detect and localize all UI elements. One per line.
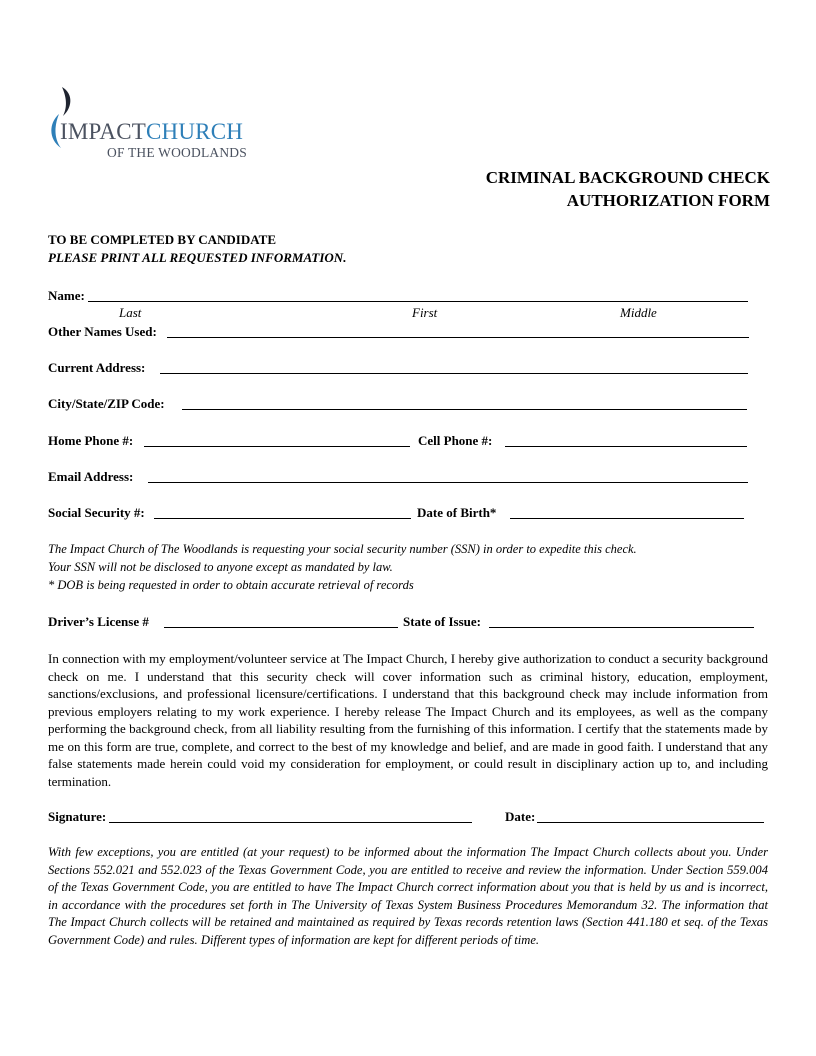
current-address-label: Current Address:: [48, 360, 146, 375]
home-phone-label: Home Phone #:: [48, 433, 134, 448]
ssn-note-line1: The Impact Church of The Woodlands is requesting your social security number (SSN) in order to expedite this check.: [48, 542, 637, 556]
church-logo: [46, 84, 276, 164]
other-names-label: [48, 324, 157, 340]
dob-note: * DOB is being requested in order to obtain accurate retrieval of records: [48, 578, 414, 592]
form-title-line1: CRIMINAL BACKGROUND CHECK: [485, 168, 770, 187]
name-label: Name:: [48, 288, 85, 303]
other-names-field-line[interactable]: [167, 337, 749, 338]
logo-church-text: CHURCH: [146, 119, 244, 144]
privacy-notice: With few exceptions, you are entitled (at your request) to be informed about the information The Impact Church collects about you. Under Sections 552.021 and 552.023 of the Texas Government Code, you are entitled to receive and review the information. Under Section 559.004 of the Texas Government Code, you are entitled to have The Impact Church correct information about you that is held by us and is incorrect, in accordance with the procedures set forth in The University of Texas System Business Procedures Memorandum 32. The information that The Impact Church collects will be retained and maintained as required by Texas records retention laws (Section 441.180 et seq. of the Texas Government Code) and rules. Different types of information are kept for different periods of time.: [48, 845, 768, 947]
cell-phone-label: Cell Phone #:: [418, 433, 493, 448]
drivers-license-label: Driver’s License #: [48, 614, 149, 629]
name-last-caption: Last: [119, 305, 142, 320]
authorization-statement: In connection with my employment/volunteer service at The Impact Church, I hereby give authorization to conduct a security background check on me. I understand that this security check will cover information such as criminal history, education, employment, sanctions/exclusions, and professional licensure/certifications. I understand that this background check may include information from previous employers relating to my work experience. I hereby release The Impact Church and its employees, as well as the company performing the background check, from all liability resulting from the furnishing of this information. I certify that the statements made by me on this form are true, complete, and correct to the best of my knowledge and belief, and are made in good faith. I understand that any false statements made herein could void my consideration for employment, or could result in disciplinary action up to, and including termination.: [48, 651, 768, 789]
email-label: Email Address:: [48, 469, 134, 484]
signature-label: Signature:: [48, 809, 107, 824]
dob-label: Date of Birth*: [417, 505, 497, 520]
ssn-label: Social Security #:: [48, 505, 145, 520]
cell-phone-field-line[interactable]: [505, 446, 747, 447]
current-address-field-line[interactable]: [160, 373, 748, 374]
logo-wordmark: [60, 119, 243, 145]
state-of-issue-label: State of Issue:: [403, 614, 481, 629]
other-names-label-bold: Other Names Used:: [48, 324, 157, 339]
name-first-caption: First: [412, 305, 438, 320]
home-phone-field-line[interactable]: [144, 446, 410, 447]
ssn-field-line[interactable]: [154, 518, 411, 519]
date-label: Date:: [505, 809, 536, 824]
name-middle-caption: Middle: [620, 305, 657, 320]
date-field-line[interactable]: [537, 822, 764, 823]
logo-subtitle: OF THE WOODLANDS: [107, 145, 247, 160]
city-state-zip-field-line[interactable]: [182, 409, 747, 410]
email-field-line[interactable]: [148, 482, 748, 483]
logo-impact-text: IMPACT: [60, 119, 146, 144]
state-of-issue-field-line[interactable]: [489, 627, 754, 628]
signature-field-line[interactable]: [109, 822, 472, 823]
dob-field-line[interactable]: [510, 518, 744, 519]
name-field-line[interactable]: [88, 301, 748, 302]
drivers-license-field-line[interactable]: [164, 627, 398, 628]
instruction-candidate: TO BE COMPLETED BY CANDIDATE: [48, 232, 277, 247]
form-title-line2: AUTHORIZATION FORM: [566, 191, 770, 210]
city-state-zip-label: City/State/ZIP Code:: [48, 396, 165, 411]
instruction-print: PLEASE PRINT ALL REQUESTED INFORMATION.: [48, 250, 347, 265]
ssn-note-line2: Your SSN will not be disclosed to anyone except as mandated by law.: [48, 560, 393, 574]
